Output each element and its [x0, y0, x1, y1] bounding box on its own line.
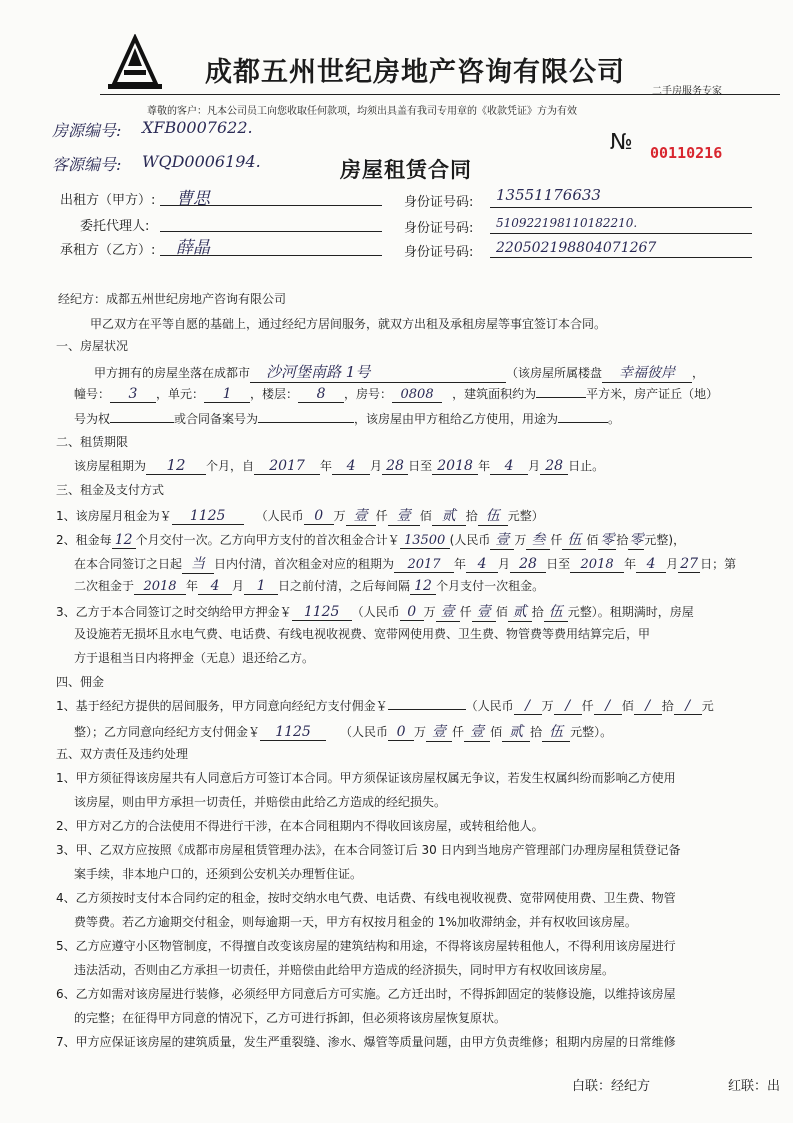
s1-line2: 幢号： 3 ，单元： 1 ，楼层： 8 ，房号： 0808 ，建筑面积约为 平方米，房产证丘（地） — [74, 386, 719, 402]
s5-p5-line1: 5、乙方应遵守小区物管制度，不得擅自改变该房屋的建筑结构和用途，不得将该房屋转租他人，不得利用该房屋进行 — [56, 939, 676, 953]
s5-p6-line2: 的完整；在征得甲方同意的情况下，乙方可进行拆卸，但必须将该房屋恢复原状。 — [74, 1011, 507, 1025]
section-1-heading: 一、房屋状况 — [56, 339, 129, 353]
serial-symbol: № — [610, 130, 633, 155]
company-name: 成都五州世纪房地产咨询有限公司 — [205, 57, 625, 88]
section-3-heading: 三、租金及支付方式 — [56, 483, 165, 497]
section-4-heading: 四、佣金 — [56, 675, 105, 689]
s5-p6-line1: 6、乙方如需对该房屋进行装修，必须经甲方同意后方可实施。乙方迁出时，不得拆卸固定的装修设施，以维持该房屋 — [56, 987, 676, 1001]
listing-number: XFB0007622. — [142, 118, 253, 137]
s5-p3-line2: 案手续，非本地户口的，还须到公安机关办理暂住证。 — [74, 867, 363, 881]
s5-p2-line1: 2、甲方对乙方的合法使用不得进行干涉，在本合同租期内不得收回该房屋，或转租给他人。 — [56, 819, 544, 833]
lessee-id-label: 身份证号码: — [404, 245, 474, 260]
s5-p3-line1: 3、甲、乙双方应按照《成都市房屋租赁管理办法》，在本合同签订后 30 日内到当地房产管理部门办理房屋租赁登记备 — [56, 843, 681, 857]
s5-p1-line1: 1、甲方须征得该房屋共有人同意后方可签订本合同。甲方须保证该房屋权属无争议，若发生权属纠纷而影响乙方使用 — [56, 771, 676, 785]
s3-item3-line2: 及设施若无损坏且水电气费、电话费、有线电视收视费、宽带网使用费、卫生费、物管费等费用结算完后，甲 — [74, 627, 651, 641]
company-tagline: 二手房服务专家 — [652, 86, 722, 97]
lessor-name: 曹思 — [176, 189, 210, 209]
agent-id-label: 身份证号码: — [404, 221, 474, 236]
s3-item1: 1、该房屋月租金为￥ 1125 （人民币 0 万 壹 仟 壹 佰 贰 拾 伍 元整） — [56, 505, 544, 526]
s5-p1-line2: 该房屋，则由甲方承担一切责任，并赔偿由此给乙方造成的经纪损失。 — [74, 795, 447, 809]
contract-title: 房屋租赁合同 — [340, 158, 472, 182]
client-number: WQD0006194. — [142, 152, 261, 171]
s4-item1-line2: 整）；乙方同意向经纪方支付佣金￥ 1125 （人民币 0 万 壹 仟 壹 佰 贰 拾 伍 元整）。 — [74, 721, 612, 742]
s3-item2-line1: 2、租金每 12 个月交付一次。乙方向甲方支付的首次租金合计￥ 13500 (人民币 壹 万 叁 仟 伍 佰 零 拾零元整)， — [56, 529, 685, 550]
lessee-label: 承租方（乙方）: — [60, 243, 156, 258]
s1-line3: 号为权 或合同备案号为 ，该房屋由甲方租给乙方使用，用途为 。 — [74, 412, 621, 426]
lessee-name: 薛晶 — [176, 238, 210, 258]
section-5-heading: 五、双方责任及违约处理 — [56, 747, 189, 761]
s5-p7-line1: 7、甲方应保证该房屋的建筑质量，发生严重裂缝、渗水、爆管等质量问题，由甲方负责维修；租期内房屋的日常维修 — [56, 1035, 676, 1049]
s3-item3-line3: 方于退租当日内将押金（无息）退还给乙方。 — [74, 651, 315, 665]
payment-notice: 尊敬的客户：凡本公司员工向您收取任何款项，均须出具盖有我司专用章的《收款凭证》方为有效 — [147, 106, 577, 117]
agent-label: 委托代理人: — [80, 219, 150, 234]
white-copy-label: 白联：经纪方 — [572, 1079, 651, 1094]
s1-line1: 甲方拥有的房屋坐落在成都市 沙河堡南路 1号 （该房屋所属楼盘 幸福彼岸 ， — [94, 363, 705, 381]
red-copy-label: 红联：出 — [728, 1079, 781, 1094]
s3-item2-line3: 二次租金于 2018 年 4 月 1 日之前付清，之后每间隔 12 个月支付一次租金。 — [74, 578, 545, 594]
lessor-id: 13551176633 — [496, 186, 601, 204]
s3-item3-line1: 3、乙方于本合同签订之时交纳给甲方押金￥ 1125 （人民币 0 万 壹 仟 壹 佰 贰 拾 伍 元整）。租期满时，房屋 — [56, 601, 694, 622]
lessee-id: 220502198804071267 — [496, 240, 657, 256]
preamble: 甲乙双方在平等自愿的基础上，通过经纪方居间服务，就双方出租及承租房屋等事宜签订本合同。 — [90, 317, 607, 331]
serial-number: 00110216 — [650, 144, 723, 162]
s2-line1: 该房屋租期为 12 个月，自 2017 年 4 月 28 日至 2018 年 4 月 28 日止。 — [74, 456, 605, 474]
lessor-label: 出租方（甲方）: — [60, 193, 156, 208]
client-number-label: 客源编号: — [52, 155, 122, 174]
s3-item2-line2: 在本合同签订之日起 当 日内付清，首次租金对应的租期为 2017 年 4 月 28 日至 2018 年 4 月 27 日；第 — [74, 553, 736, 574]
s5-p5-line2: 违法活动，否则由乙方承担一切责任，并赔偿由此给甲方造成的经济损失，同时甲方有权收回该房屋。 — [74, 963, 615, 977]
lessor-id-label: 身份证号码: — [404, 195, 474, 210]
s4-item1-line1: 1、基于经纪方提供的居间服务，甲方同意向经纪方支付佣金￥ （人民币 / 万 / 仟 / 佰 / 拾 / 元 — [56, 698, 714, 714]
listing-number-label: 房源编号: — [52, 121, 122, 140]
agent-id: 510922198110182210. — [496, 216, 638, 230]
s5-p4-line2: 费等费。若乙方逾期交付租金，则每逾期一天，甲方有权按月租金的 1%加收滞纳金，并有权收回该房屋。 — [74, 915, 637, 929]
company-logo — [104, 34, 166, 92]
broker-line: 经纪方：成都五州世纪房地产咨询有限公司 — [58, 292, 287, 306]
section-2-heading: 二、租赁期限 — [56, 435, 129, 449]
s5-p4-line1: 4、乙方须按时支付本合同约定的租金，按时交纳水电气费、电话费、有线电视收视费、宽带网使用费、卫生费、物管 — [56, 891, 676, 905]
